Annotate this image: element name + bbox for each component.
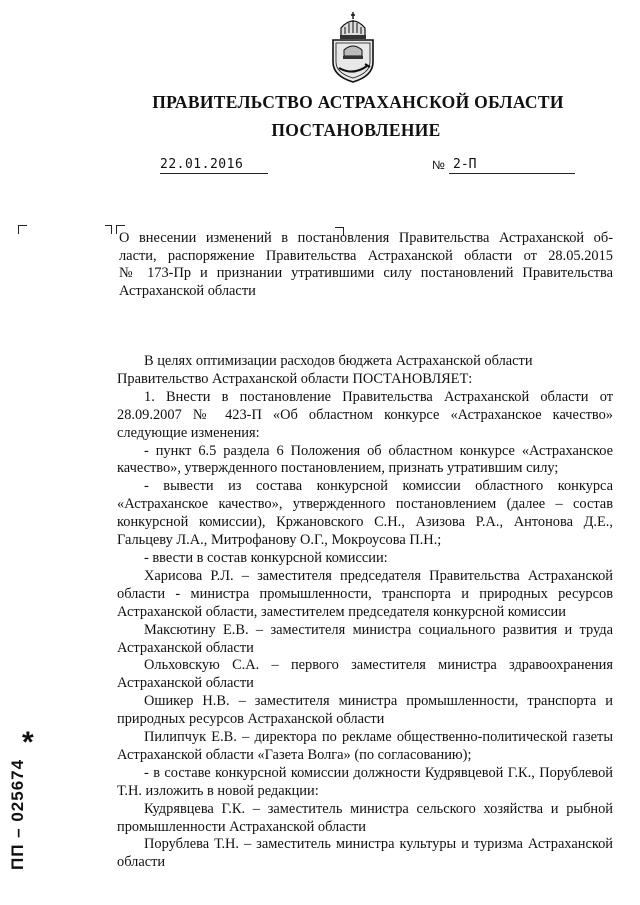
asterisk-mark: * (22, 726, 34, 759)
body-paragraph: Ольховскую С.А. – первого заместителя министра здравоохранения Астраханской области (117, 657, 613, 692)
body-paragraph: - в составе конкурсной комиссии должности Кудрявцевой Г.К., Порублевой Т.Н. изложить в новой редакции: (117, 764, 613, 799)
document-subject (119, 230, 613, 301)
document-body (117, 353, 613, 872)
number-label: № (432, 158, 445, 172)
subject-line: ласти, распоряжение Правительства Астраханской области от 28.05.2015 (119, 247, 613, 264)
body-paragraph: Кудрявцева Г.К. – заместитель министра сельского хозяйства и рыбной промышленности Астраханской области (117, 800, 613, 835)
body-paragraph: Ошикер Н.В. – заместителя министра промышленности, транспорта и природных ресурсов Астраханской области (117, 693, 613, 728)
subject-line: Астраханской области (119, 283, 256, 300)
body-paragraph: 1. Внести в постановление Правительства Астраханской области от 28.09.2007 № 423-П «Об областном конкурсе «Астраханское качество» следующие изменения: (117, 388, 613, 441)
body-paragraph: - пункт 6.5 раздела 6 Положения об областном конкурсе «Астраханское качество», утвержденного постановлением, признать утратившим силу; (117, 442, 613, 477)
subject-corner-mark-left (105, 225, 112, 234)
body-paragraph: - вывести из состава конкурсной комиссии областного конкурса «Астраханское качество», утвержденного постановлением (далее – состав конкурсной комиссии), Кржановского С.Н., Азизова Р.А., Антонова Д.Е., Гальцеву Л.А., Митрофанову О.Г., Мокроусова П.Н.; (117, 478, 613, 549)
body-paragraph: Максютину Е.В. – заместителя министра социального развития и труда Астраханской области (117, 621, 613, 656)
body-paragraph: Харисова Р.Л. – заместителя председателя Правительства Астраханской области - министра промышленности, транспорта и природных ресурсов Астраханской области, заместителем председателя конкурсной комиссии (117, 567, 613, 620)
body-paragraph: Порублева Т.Н. – заместитель министра культуры и туризма Астраханской области (117, 836, 613, 871)
body-paragraph: Пилипчук Е.В. – директора по рекламе общественно-политической газеты Астраханской области «Газета Волга» (по согласованию); (117, 729, 613, 763)
serial-number-stamp: ПП – 025674 (8, 758, 27, 870)
document-date: 22.01.2016 (160, 157, 268, 174)
body-paragraph: - ввести в состав конкурсной комиссии: (144, 549, 388, 566)
document-number: 2-П (449, 157, 575, 174)
government-title: ПРАВИТЕЛЬСТВО АСТРАХАНСКОЙ ОБЛАСТИ (152, 92, 564, 112)
body-paragraph: В целях оптимизации расходов бюджета Астраханской области (144, 353, 533, 369)
subject-line: О внесении изменений в постановления Правительства Астраханской об- (119, 230, 613, 246)
subject-line: № 173-Пр и признании утратившими силу постановлений Правительства (119, 265, 613, 282)
body-paragraph: Правительство Астраханской области ПОСТАНОВЛЯЕТ: (117, 370, 473, 387)
margin-corner-mark (18, 225, 27, 234)
coat-of-arms-emblem (327, 6, 379, 84)
document-type-title: ПОСТАНОВЛЕНИЕ (271, 120, 441, 140)
